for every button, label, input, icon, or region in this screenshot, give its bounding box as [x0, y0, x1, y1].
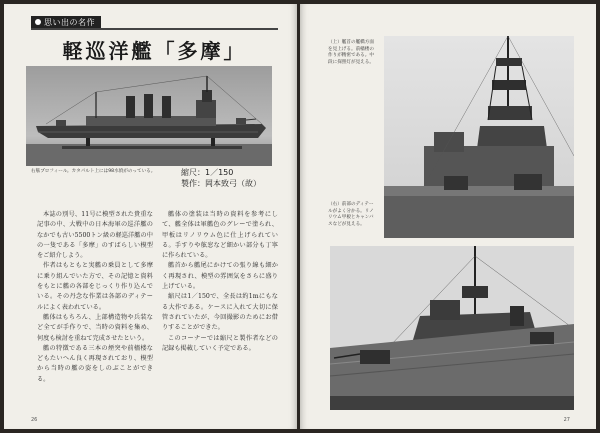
- model-info: [181, 167, 261, 189]
- maker-label: 製作：岡本致弓（故）: [181, 179, 261, 188]
- paragraph: 艦首から艦尾にかけての張り線も細かく再現され、模型の雰囲気をさらに盛り上げている。: [162, 262, 278, 291]
- right-page: [300, 4, 596, 429]
- paragraph: 艦体はもちろん、上部構造物や兵装など全てが手作りで、当時の資料を集め、何度も検討を重ねて完成させたという。: [37, 313, 153, 342]
- bridge-detail-photo: [384, 36, 574, 238]
- page-number: 26: [31, 417, 38, 423]
- article-title: 軽巡洋艦「多摩」: [62, 39, 247, 63]
- paragraph: 本誌の別号、11号に模型された貴重な記事の中、大戦中の日本海軍の巡洋艦のなかでも古い5500トン級の軽巡洋艦の中の一隻である「多摩」のすばらしい模型をご紹介しよう。: [37, 211, 153, 260]
- scale-label: 縮尺：1／150: [181, 168, 234, 177]
- left-page: [4, 4, 297, 429]
- bullet-icon: [35, 19, 41, 25]
- section-badge-label: 思い出の名作: [44, 18, 95, 27]
- paragraph: 艦の特徴である三本の煙突や前檣楼などもたいへん良く再現されており、模型から当時の艦の姿をしのぶことができる。: [37, 344, 153, 383]
- paragraph: 艦体の塗装は当時の資料を参考にして、艦全体は軍艦色のグレーで塗られ、甲板はリノリウム色に仕上げられている。手すりや舷窓など細かい部分も丁寧に作られている。: [162, 211, 278, 260]
- paragraph: 作者はもともと実艦の乗員として多摩に乗り組んでいた方で、その記憶と資料をもとに艦の各部をじっくり作り込んでいる。その丹念な作業は各部のディテールによく表われている。: [37, 262, 153, 311]
- bottom-photo-caption: （右）前部のディテールがよく分かる。リノリウム甲板とキャンバスなどが見える。: [328, 202, 374, 227]
- paragraph: このコーナーでは縮尺と製作者などの記録も掲載していく予定である。: [162, 334, 278, 352]
- page-number: 27: [563, 417, 570, 423]
- deck-detail-photo: [330, 246, 574, 410]
- body-column-1: [37, 210, 153, 415]
- ship-profile-photo: [26, 66, 272, 166]
- paragraph: 縮尺は1／150で、全長は約1mにもなる大作である。ケースに入れて大切に保管されていたが、今回撮影のためにお借りすることができた。: [162, 293, 278, 332]
- profile-photo-caption: 右舷プロフィール。カタパルト上には98水偵がのっている。: [31, 169, 156, 174]
- body-column-2: [162, 210, 278, 415]
- top-photo-caption: （上）艦首の艦橋方面を見上げる。前檣楼の作りが精密である。中段に探照灯が見える。: [328, 40, 374, 65]
- title-rule: [31, 28, 278, 30]
